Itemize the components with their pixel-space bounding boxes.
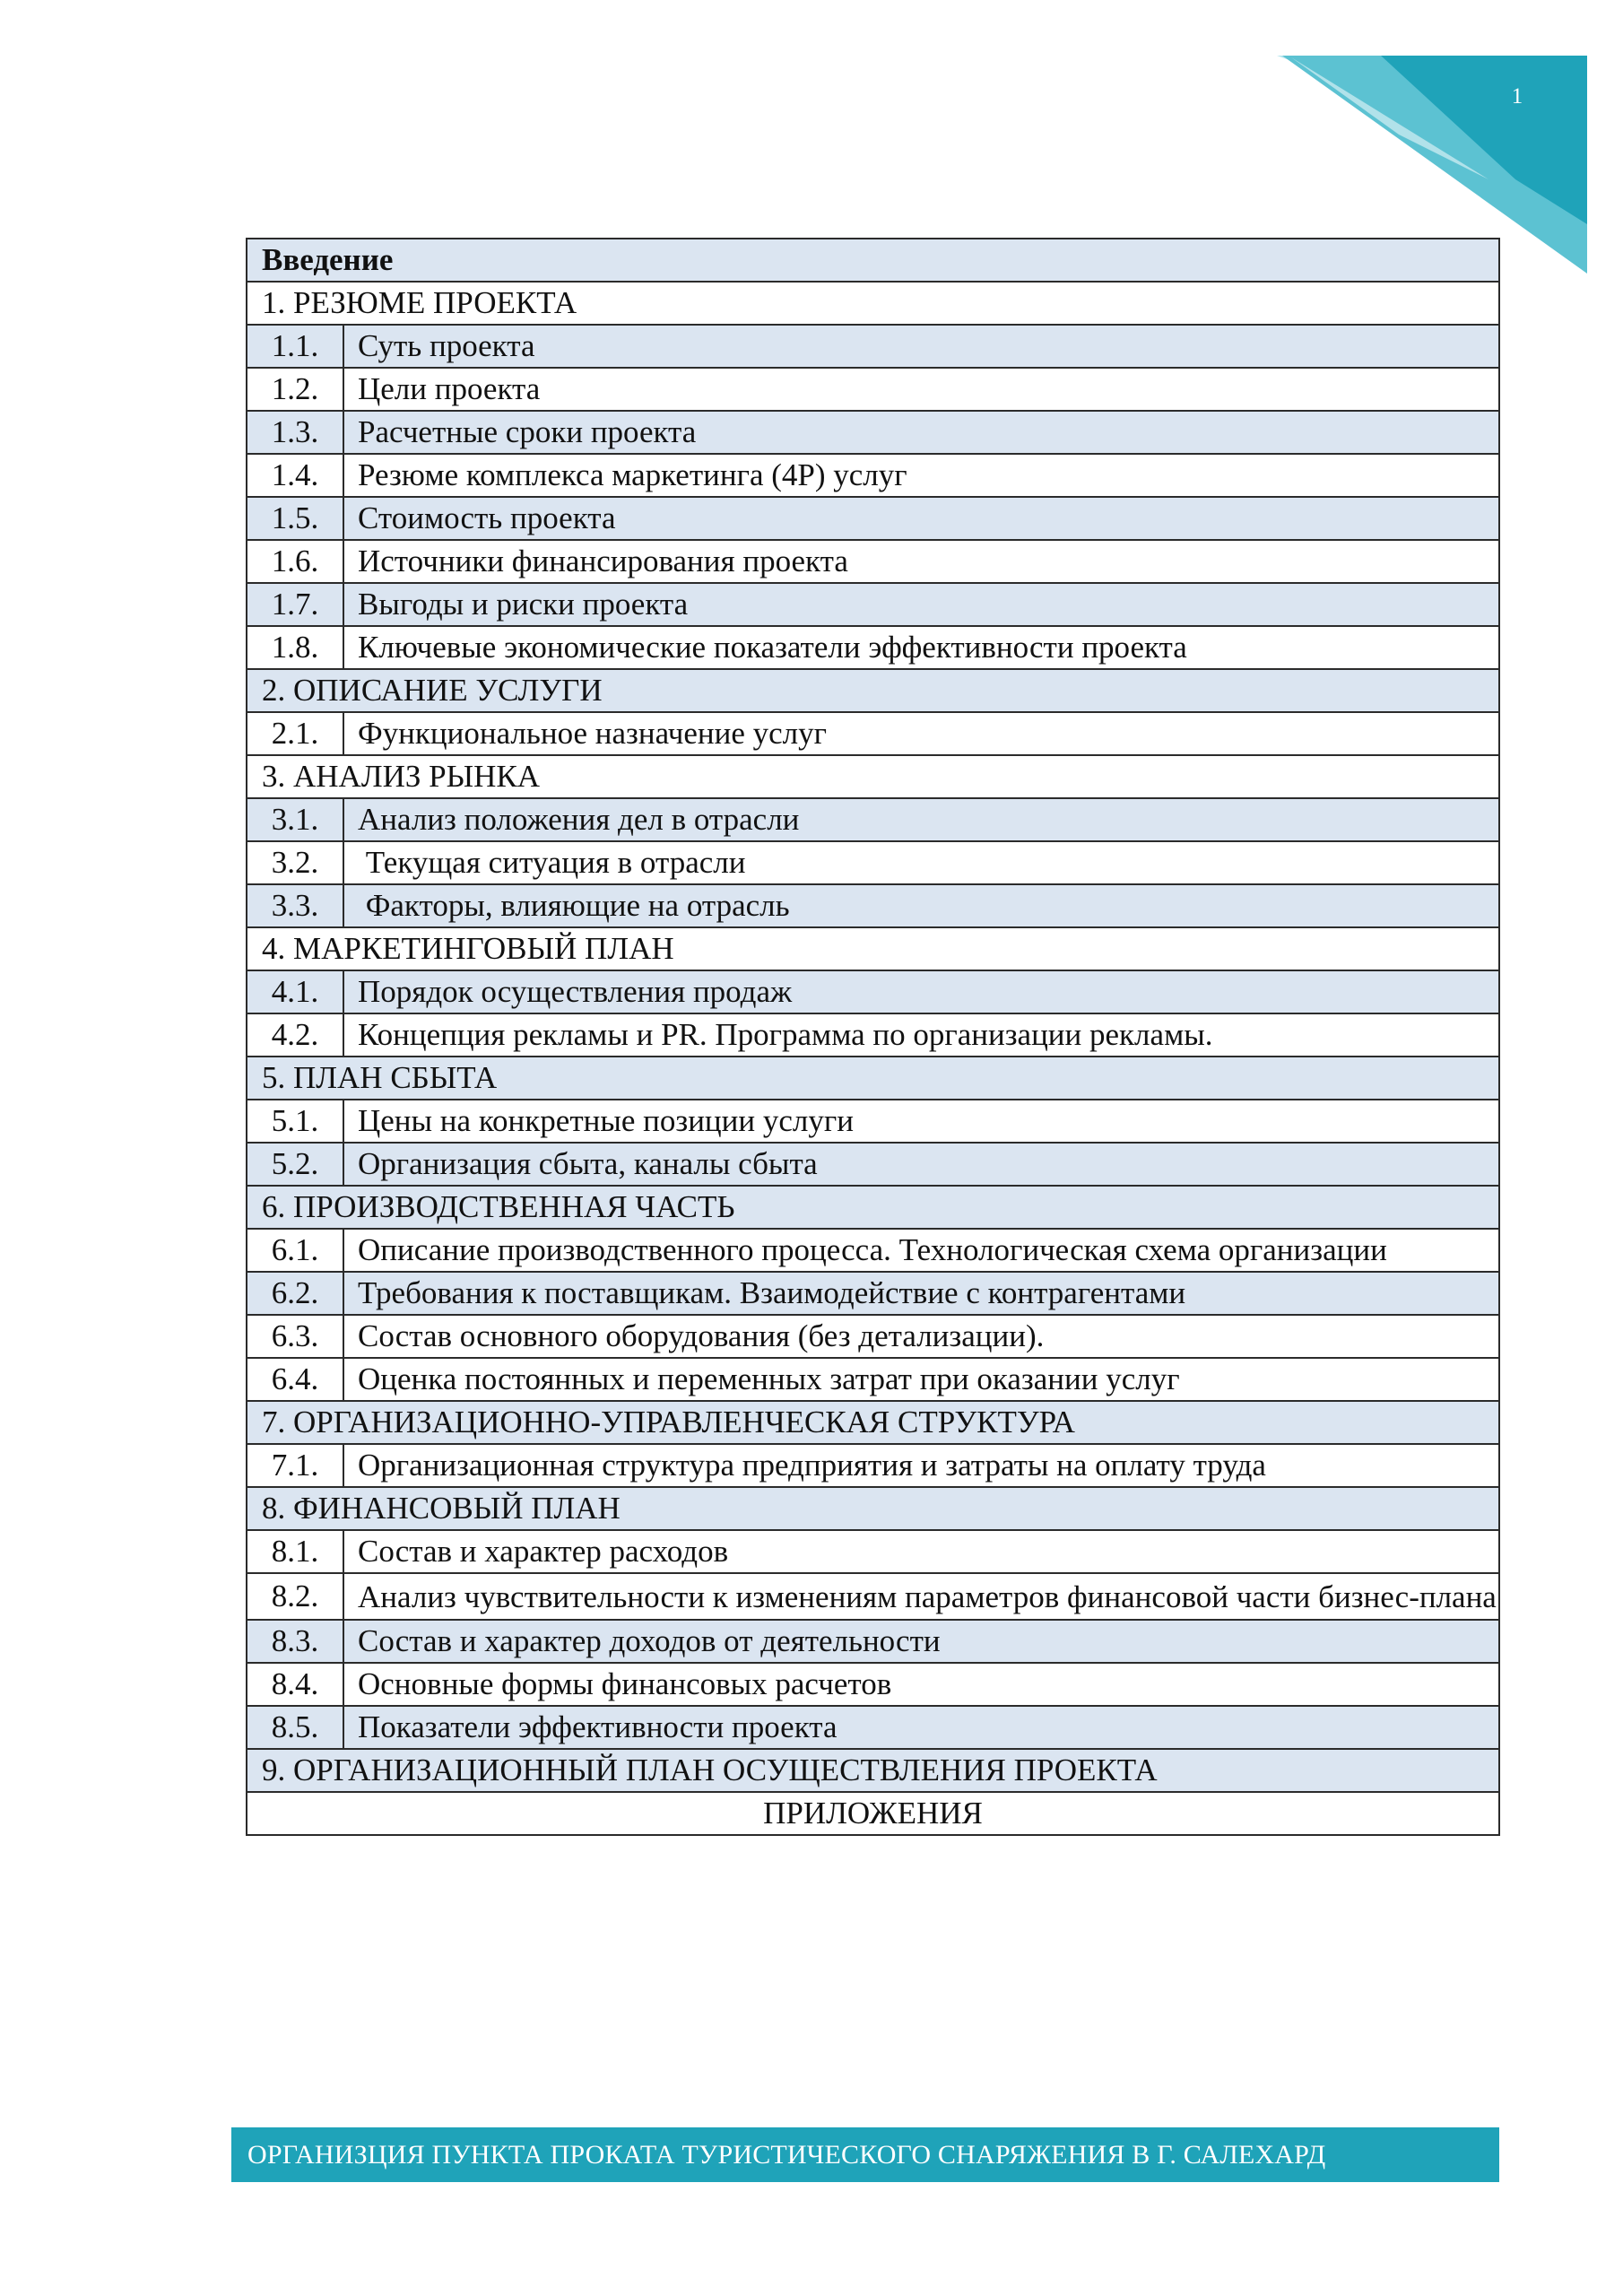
toc-section-row [247, 755, 1499, 798]
toc-section-row [247, 1749, 1499, 1792]
toc-item-row [247, 712, 1499, 755]
toc-section-1[interactable]: 1. РЕЗЮМЕ ПРОЕКТА [247, 282, 1499, 325]
toc-item-3-2[interactable]: Текущая ситуация в отрасли [343, 841, 1499, 884]
toc-appendix-row [247, 1792, 1499, 1835]
toc-item-number: 6.3. [247, 1315, 343, 1358]
footer-title: ОРГАНИЗЦИЯ ПУНКТА ПРОКАТА ТУРИСТИЧЕСКОГО СНАРЯЖЕНИЯ В Г. САЛЕХАРД [247, 2140, 1326, 2170]
toc-item-number: 1.8. [247, 626, 343, 669]
toc-item-row [247, 1013, 1499, 1057]
toc-item-row [247, 1143, 1499, 1186]
toc-item-number: 6.4. [247, 1358, 343, 1401]
toc-item-1-7[interactable]: Выгоды и риски проекта [343, 583, 1499, 626]
toc-item-6-3[interactable]: Состав основного оборудования (без детализации). [343, 1315, 1499, 1358]
toc-row-intro [247, 239, 1499, 282]
toc-item-row [247, 970, 1499, 1013]
toc-item-row [247, 1229, 1499, 1272]
toc-item-6-2[interactable]: Требования к поставщикам. Взаимодействие с контрагентами [343, 1272, 1499, 1315]
toc-item-number: 3.3. [247, 884, 343, 927]
toc-item-number: 1.1. [247, 325, 343, 368]
toc-section-6[interactable]: 6. ПРОИЗВОДСТВЕННАЯ ЧАСТЬ [247, 1186, 1499, 1229]
toc-item-8-3[interactable]: Состав и характер доходов от деятельности [343, 1620, 1499, 1663]
toc-item-row [247, 1272, 1499, 1315]
toc-item-row [247, 1706, 1499, 1749]
toc-item-row [247, 1663, 1499, 1706]
toc-item-8-2[interactable]: Анализ чувствительности к изменениям параметров финансовой части бизнес-плана [343, 1573, 1499, 1620]
toc-section-row [247, 282, 1499, 325]
toc-item-number: 8.4. [247, 1663, 343, 1706]
toc-item-row [247, 1358, 1499, 1401]
toc-item-row [247, 626, 1499, 669]
toc-item-number: 1.2. [247, 368, 343, 411]
toc-section-5[interactable]: 5. ПЛАН СБЫТА [247, 1057, 1499, 1100]
toc-item-6-1[interactable]: Описание производственного процесса. Технологическая схема организации [343, 1229, 1499, 1272]
toc-section-7[interactable]: 7. ОРГАНИЗАЦИОННО-УПРАВЛЕНЧЕСКАЯ СТРУКТУРА [247, 1401, 1499, 1444]
toc-item-row [247, 325, 1499, 368]
toc-section-2[interactable]: 2. ОПИСАНИЕ УСЛУГИ [247, 669, 1499, 712]
toc-item-row [247, 1573, 1499, 1620]
toc-item-row [247, 454, 1499, 497]
toc-item-4-2[interactable]: Концепция рекламы и PR. Программа по организации рекламы. [343, 1013, 1499, 1057]
toc-item-number: 1.4. [247, 454, 343, 497]
toc-section-row [247, 927, 1499, 970]
toc-item-5-2[interactable]: Организация сбыта, каналы сбыта [343, 1143, 1499, 1186]
toc-item-6-4[interactable]: Оценка постоянных и переменных затрат при оказании услуг [343, 1358, 1499, 1401]
toc-item-8-1[interactable]: Состав и характер расходов [343, 1530, 1499, 1573]
toc-item-8-5[interactable]: Показатели эффективности проекта [343, 1706, 1499, 1749]
footer-bar [231, 2127, 1499, 2182]
toc-section-8[interactable]: 8. ФИНАНСОВЫЙ ПЛАН [247, 1487, 1499, 1530]
toc-item-2-1[interactable]: Функциональное назначение услуг [343, 712, 1499, 755]
toc-intro[interactable]: Введение [247, 239, 1499, 282]
toc-item-number: 6.1. [247, 1229, 343, 1272]
toc-item-row [247, 1530, 1499, 1573]
toc-item-number: 8.5. [247, 1706, 343, 1749]
table-of-contents [246, 238, 1500, 1836]
toc-section-3[interactable]: 3. АНАЛИЗ РЫНКА [247, 755, 1499, 798]
toc-item-number: 1.7. [247, 583, 343, 626]
toc-item-4-1[interactable]: Порядок осуществления продаж [343, 970, 1499, 1013]
toc-item-row [247, 368, 1499, 411]
toc-item-3-1[interactable]: Анализ положения дел в отрасли [343, 798, 1499, 841]
toc-item-7-1[interactable]: Организационная структура предприятия и затраты на оплату труда [343, 1444, 1499, 1487]
toc-item-5-1[interactable]: Цены на конкретные позиции услуги [343, 1100, 1499, 1143]
toc-item-number: 8.2. [247, 1573, 343, 1620]
toc-item-number: 3.1. [247, 798, 343, 841]
toc-section-row [247, 1401, 1499, 1444]
toc-item-row [247, 841, 1499, 884]
toc-section-9[interactable]: 9. ОРГАНИЗАЦИОННЫЙ ПЛАН ОСУЩЕСТВЛЕНИЯ ПРОЕКТА [247, 1749, 1499, 1792]
toc-section-row [247, 1186, 1499, 1229]
toc-item-number: 2.1. [247, 712, 343, 755]
toc-item-row [247, 1620, 1499, 1663]
toc-section-row [247, 1487, 1499, 1530]
toc-item-row [247, 798, 1499, 841]
toc-item-row [247, 1444, 1499, 1487]
toc-item-1-1[interactable]: Суть проекта [343, 325, 1499, 368]
toc-item-number: 1.3. [247, 411, 343, 454]
toc-item-number: 8.3. [247, 1620, 343, 1663]
toc-item-1-3[interactable]: Расчетные сроки проекта [343, 411, 1499, 454]
toc-item-number: 1.5. [247, 497, 343, 540]
toc-item-number: 5.2. [247, 1143, 343, 1186]
toc-item-number: 4.1. [247, 970, 343, 1013]
toc-item-row [247, 884, 1499, 927]
toc-item-row [247, 1100, 1499, 1143]
toc-item-number: 4.2. [247, 1013, 343, 1057]
toc-section-4[interactable]: 4. МАРКЕТИНГОВЫЙ ПЛАН [247, 927, 1499, 970]
toc-item-1-4[interactable]: Резюме комплекса маркетинга (4P) услуг [343, 454, 1499, 497]
toc-item-1-2[interactable]: Цели проекта [343, 368, 1499, 411]
toc-item-3-3[interactable]: Факторы, влияющие на отрасль [343, 884, 1499, 927]
toc-section-row [247, 1057, 1499, 1100]
toc-section-row [247, 669, 1499, 712]
toc-item-row [247, 1315, 1499, 1358]
toc-item-row [247, 497, 1499, 540]
toc-item-1-6[interactable]: Источники финансирования проекта [343, 540, 1499, 583]
toc-item-number: 1.6. [247, 540, 343, 583]
toc-item-number: 5.1. [247, 1100, 343, 1143]
toc-item-number: 3.2. [247, 841, 343, 884]
toc-item-row [247, 540, 1499, 583]
toc-item-row [247, 583, 1499, 626]
toc-item-number: 8.1. [247, 1530, 343, 1573]
toc-item-8-4[interactable]: Основные формы финансовых расчетов [343, 1663, 1499, 1706]
toc-item-number: 6.2. [247, 1272, 343, 1315]
toc-item-row [247, 411, 1499, 454]
toc-item-1-8[interactable]: Ключевые экономические показатели эффективности проекта [343, 626, 1499, 669]
toc-appendix[interactable]: ПРИЛОЖЕНИЯ [247, 1792, 1499, 1835]
toc-item-1-5[interactable]: Стоимость проекта [343, 497, 1499, 540]
page-number: 1 [1511, 84, 1523, 109]
toc-item-number: 7.1. [247, 1444, 343, 1487]
